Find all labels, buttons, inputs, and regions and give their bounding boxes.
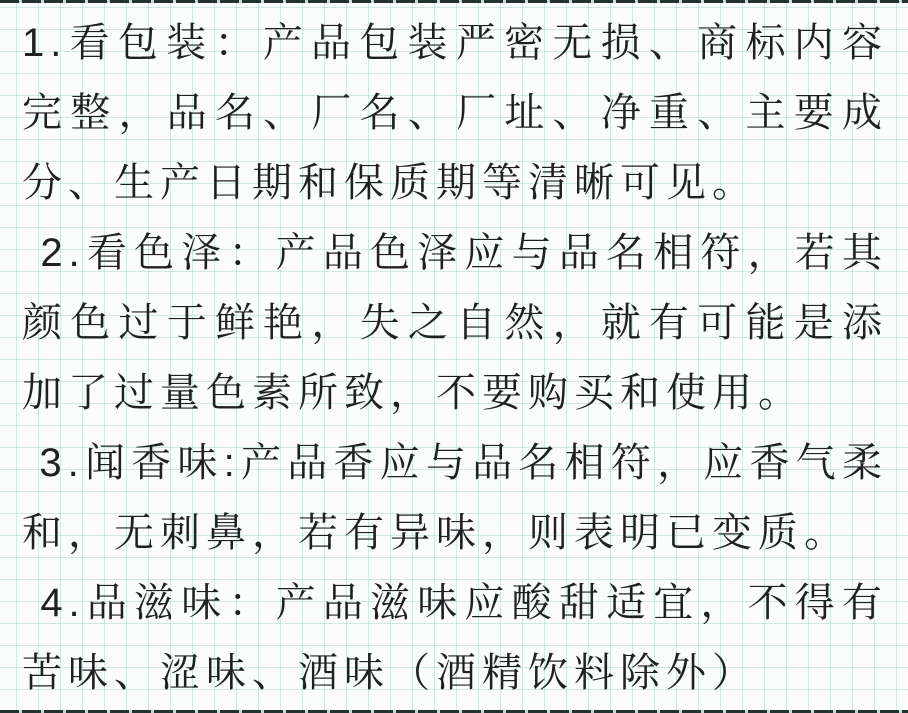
top-edge-bar	[0, 0, 908, 3]
paragraph-check-color: 2.看色泽：产品色泽应与品名相符，若其颜色过于鲜艳，失之自然，就有可能是添加了过量色素所致，不要购买和使用。	[22, 231, 888, 415]
note-text-block	[22, 8, 888, 708]
paragraph-smell-aroma: 3.闻香味:产品香应与品名相符，应香气柔和，无刺鼻，若有异味，则表明已变质。	[22, 441, 888, 555]
paragraph-check-packaging: 1.看包装：产品包装严密无损、商标内容完整，品名、厂名、厂址、净重、主要成分、生产日期和保质期等清晰可见。	[22, 21, 888, 205]
paragraph-taste-flavor: 4.品滋味：产品滋味应酸甜适宜，不得有苦味、涩味、酒味（酒精饮料除外）	[22, 581, 888, 695]
